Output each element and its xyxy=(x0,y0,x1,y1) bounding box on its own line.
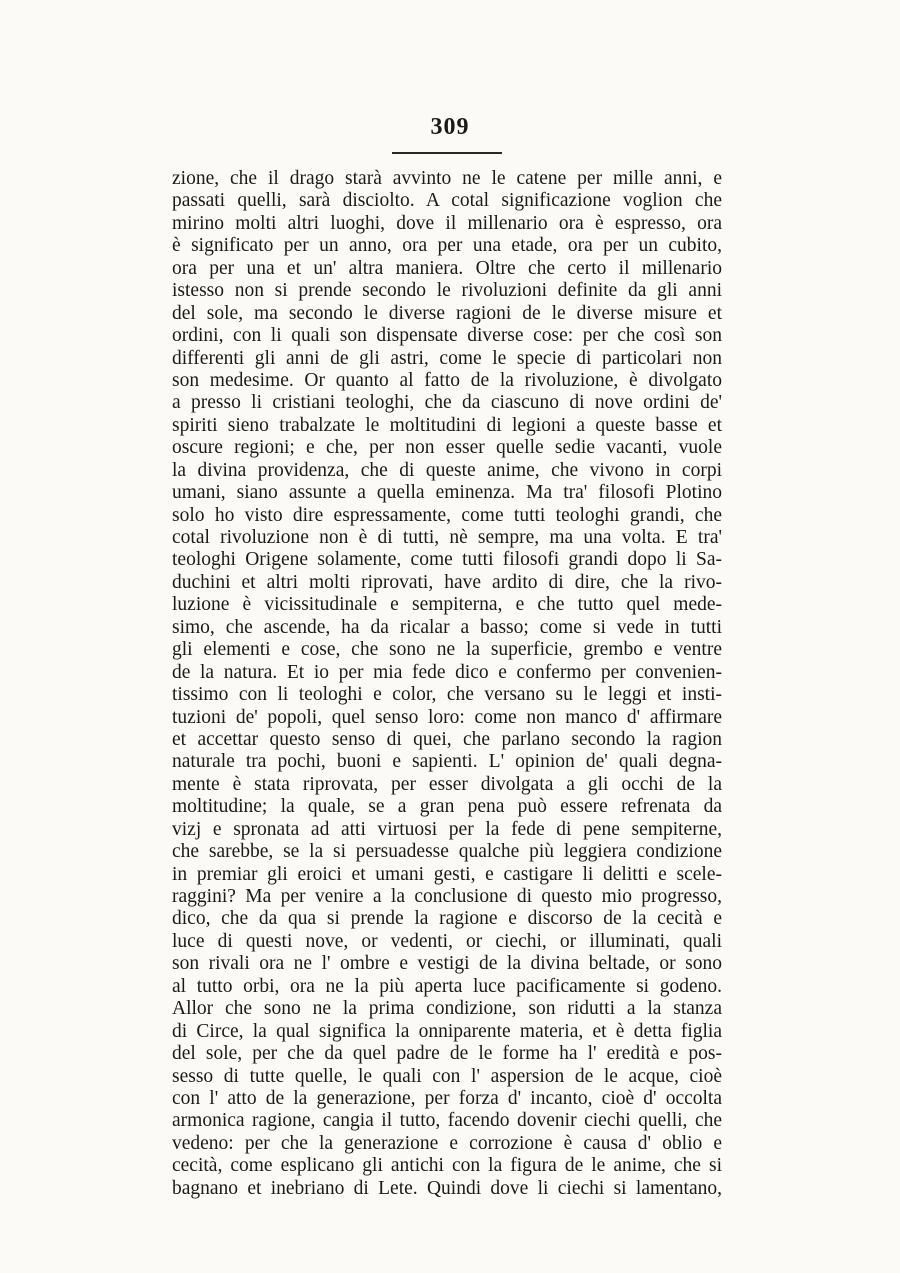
text-line: di Circe, la qual significa la onniparente materia, et è detta figlia xyxy=(172,1020,722,1042)
text-line: et accettar questo senso di quei, che parlano secondo la ragion xyxy=(172,728,722,750)
text-line: simo, che ascende, ha da ricalar a basso; come si vede in tutti xyxy=(172,616,722,638)
text-line: vizj e spronata ad atti virtuosi per la fede di pene sempiterne, xyxy=(172,818,722,840)
text-line: son medesime. Or quanto al fatto de la rivoluzione, è divolgato xyxy=(172,369,722,391)
text-line: la divina providenza, che di queste anime, che vivono in corpi xyxy=(172,459,722,481)
text-line: ordini, con li quali son dispensate diverse cose: per che così son xyxy=(172,325,722,347)
text-line: solo ho visto dire espressamente, come tutti teologhi grandi, che xyxy=(172,504,722,526)
text-line: differenti gli anni de gli astri, come le specie di particolari non xyxy=(172,347,722,369)
text-line: che sarebbe, se la si persuadesse qualche più leggiera condizione xyxy=(172,841,722,863)
text-line: con l' atto de la generazione, per forza d' incanto, cioè d' occolta xyxy=(172,1087,722,1109)
text-line: mente è stata riprovata, per esser divolgata a gli occhi de la xyxy=(172,773,722,795)
header-rule xyxy=(392,152,502,154)
text-line: de la natura. Et io per mia fede dico e confermo per convenien- xyxy=(172,661,722,683)
text-line: tuzioni de' popoli, quel senso loro: come non manco d' affirmare xyxy=(172,706,722,728)
text-line: teologhi Origene solamente, come tutti filosofi grandi dopo li Sa- xyxy=(172,549,722,571)
text-line: cecità, come esplicano gli antichi con la figura de le anime, che si xyxy=(172,1155,722,1177)
text-line: al tutto orbi, ora ne la più aperta luce pacificamente si godeno. xyxy=(172,975,722,997)
text-line: moltitudine; la quale, se a gran pena può essere refrenata da xyxy=(172,796,722,818)
text-line: mirino molti altri luoghi, dove il millenario ora è espresso, ora xyxy=(172,212,722,234)
text-line: dico, che da qua si prende la ragione e discorso de la cecità e xyxy=(172,908,722,930)
text-line: duchini et altri molti riprovati, have ardito di dire, che la rivo- xyxy=(172,571,722,593)
text-line: zione, che il drago starà avvinto ne le catene per mille anni, e xyxy=(172,168,722,189)
text-line: cotal rivoluzione non è di tutti, nè sempre, ma una volta. E tra' xyxy=(172,527,722,548)
body-text xyxy=(172,168,722,1200)
text-line: raggini? Ma per venire a la conclusione di questo mio progresso, xyxy=(172,886,722,907)
text-line: gli elementi e cose, che sono ne la superficie, grembo e ventre xyxy=(172,639,722,661)
text-line: oscure regioni; e che, per non esser quelle sedie vacanti, vuole xyxy=(172,437,722,459)
text-line: luce di questi nove, or vedenti, or ciechi, or illuminati, quali xyxy=(172,930,722,952)
text-line: umani, siano assunte a quella eminenza. Ma tra' filosofi Plotino xyxy=(172,482,722,504)
text-line: sesso di tutte quelle, le quali con l' aspersion de le acque, cioè xyxy=(172,1065,722,1087)
text-line: armonica ragione, cangia il tutto, facendo dovenir ciechi quelli, che xyxy=(172,1110,722,1132)
text-line: Allor che sono ne la prima condizione, son ridutti a la stanza xyxy=(172,998,722,1020)
text-line: passati quelli, sarà disciolto. A cotal significazione voglion che xyxy=(172,190,722,212)
text-line: vedeno: per che la generazione e corrozione è causa d' oblio e xyxy=(172,1132,722,1154)
text-line: naturale tra pochi, buoni e sapienti. L' opinion de' quali degna- xyxy=(172,751,722,773)
text-line: luzione è vicissitudinale e sempiterna, e che tutto quel mede- xyxy=(172,594,722,616)
text-line: istesso non si prende secondo le rivoluzioni definite da gli anni xyxy=(172,280,722,302)
text-line: ora per una et un' altra maniera. Oltre che certo il millenario xyxy=(172,257,722,279)
text-line: tissimo con li teologhi e color, che versano su le leggi et insti- xyxy=(172,684,722,706)
text-line: son rivali ora ne l' ombre e vestigi de la divina beltade, or sono xyxy=(172,953,722,975)
page-number: 309 xyxy=(430,114,470,140)
text-line: a presso li cristiani teologhi, che da ciascuno di nove ordini de' xyxy=(172,392,722,414)
text-line: del sole, per che da quel padre de le forme ha l' eredità e pos- xyxy=(172,1043,722,1065)
text-line: in premiar gli eroici et umani gesti, e castigare li delitti e scele- xyxy=(172,863,722,885)
text-line: è significato per un anno, ora per una etade, ora per un cubito, xyxy=(172,235,722,257)
text-line: spiriti sieno trabalzate le moltitudini di legioni a queste basse et xyxy=(172,414,722,436)
text-line: bagnano et inebriano di Lete. Quindi dove li ciechi si lamentano, xyxy=(172,1177,722,1199)
text-line: del sole, ma secondo le diverse ragioni de le diverse misure et xyxy=(172,302,722,324)
